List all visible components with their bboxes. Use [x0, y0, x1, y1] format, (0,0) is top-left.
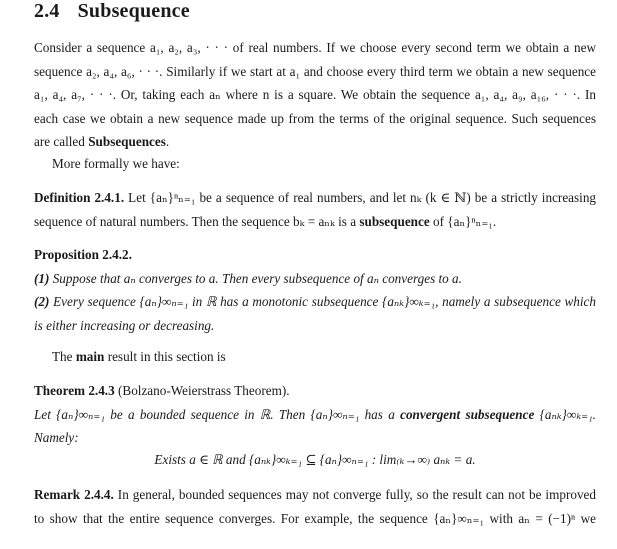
remark-label: Remark 2.4.4.: [34, 487, 114, 502]
item-2-number: (2): [34, 294, 50, 310]
theorem-namely: Namely:: [34, 430, 79, 446]
remark-line-1: [34, 483, 596, 507]
remark-block: [34, 483, 596, 530]
definition-text-1: Let {aₙ}ⁿₙ₌₁ be a sequence of real numbers, and let nₖ (k ∈ ℕ) be a strictly increasing: [128, 190, 597, 205]
definition-text-2b: of {aₙ}ⁿₙ₌₁.: [429, 213, 497, 229]
theorem-heading-line: [34, 379, 596, 403]
intro-line-1: Consider a sequence a₁, a₂, a₃, · · · of real numbers. If we choose every second term we obtain a new: [34, 40, 596, 55]
proposition-item-2-line-2: is either increasing or decreasing.: [34, 317, 215, 333]
theorem-text-1b: {aₙₖ}∞ₖ₌₁.: [534, 406, 596, 422]
definition-block: [34, 186, 596, 233]
convergent-subsequence-term: convergent subsequence: [400, 406, 535, 422]
theorem-line-1: [34, 403, 596, 427]
remark-line-2: to show that the entire sequence converges. For example, the sequence {aₙ}∞ₙ₌₁ with aₙ = (−1)ⁿ we: [34, 510, 596, 526]
section-heading: [34, 0, 190, 23]
proposition-block: [34, 243, 596, 337]
subsequence-term: subsequence: [359, 213, 430, 229]
intro-line-2: sequence a₂, a₄, a₆, · · ·. Similarly if we start at a₁ and choose every third term we obtain a new sequence: [34, 63, 596, 79]
theorem-label: Theorem 2.4.3: [34, 383, 115, 398]
item-2-text-1: Every sequence {aₙ}∞ₙ₌₁ in ℝ has a monotonic subsequence {aₙₖ}∞ₖ₌₁, namely a subsequence which: [49, 294, 596, 310]
intro-line-5: [34, 130, 596, 154]
subsequences-term: Subsequences: [88, 134, 166, 150]
definition-line-1: [34, 186, 596, 210]
section-title: Subsequence: [77, 0, 190, 22]
section-number: 2.4: [34, 0, 60, 22]
main-result-line: [34, 345, 614, 369]
definition-text-2a: sequence of natural numbers. Then the sequence bₖ = aₙₖ is a: [34, 213, 360, 229]
intro-paragraph: [34, 36, 596, 154]
main-term: main: [75, 349, 105, 364]
remark-text-1: In general, bounded sequences may not converge fully, so the result can not be improved: [113, 487, 596, 502]
definition-line-2: [34, 210, 596, 234]
theorem-name: (Bolzano-Weierstrass Theorem).: [114, 383, 290, 398]
proposition-label: Proposition 2.4.2.: [34, 247, 132, 262]
item-1-number: (1): [34, 270, 50, 286]
theorem-text-1a: Let {aₙ}∞ₙ₌₁ be a bounded sequence in ℝ. Then {aₙ}∞ₙ₌₁ has a: [34, 406, 401, 422]
intro-last-suffix: .: [165, 134, 170, 150]
proposition-label-line: [34, 243, 596, 267]
main-result-suffix: result in this section is: [104, 349, 226, 364]
intro-line-3: a₁, a₄, a₇, · · ·. Or, taking each aₙ where n is a square. We obtain the sequence a₁, a₄, a₉, a₁₆, · · ·. In: [34, 87, 596, 103]
formally-line: More formally we have:: [52, 156, 180, 171]
theorem-block: [34, 379, 596, 450]
item-1-text: Suppose that aₙ converges to a. Then every subsequence of aₙ converges to a.: [49, 270, 462, 286]
intro-last-prefix: are called: [34, 134, 89, 150]
main-result-prefix: The: [52, 349, 76, 364]
proposition-item-1: [34, 267, 596, 291]
proposition-item-2-line-1: [34, 290, 596, 314]
definition-label: Definition 2.4.1.: [34, 190, 125, 205]
theorem-display-equation: Exists a ∈ ℝ and {aₙₖ}∞ₖ₌₁ ⊆ {aₙ}∞ₙ₌₁ : lim₍ₖ→∞₎ aₙₖ = a.: [154, 452, 476, 467]
intro-line-4: each case we obtain a new sequence made up from the terms of the original sequence. Such sequences: [34, 110, 596, 126]
